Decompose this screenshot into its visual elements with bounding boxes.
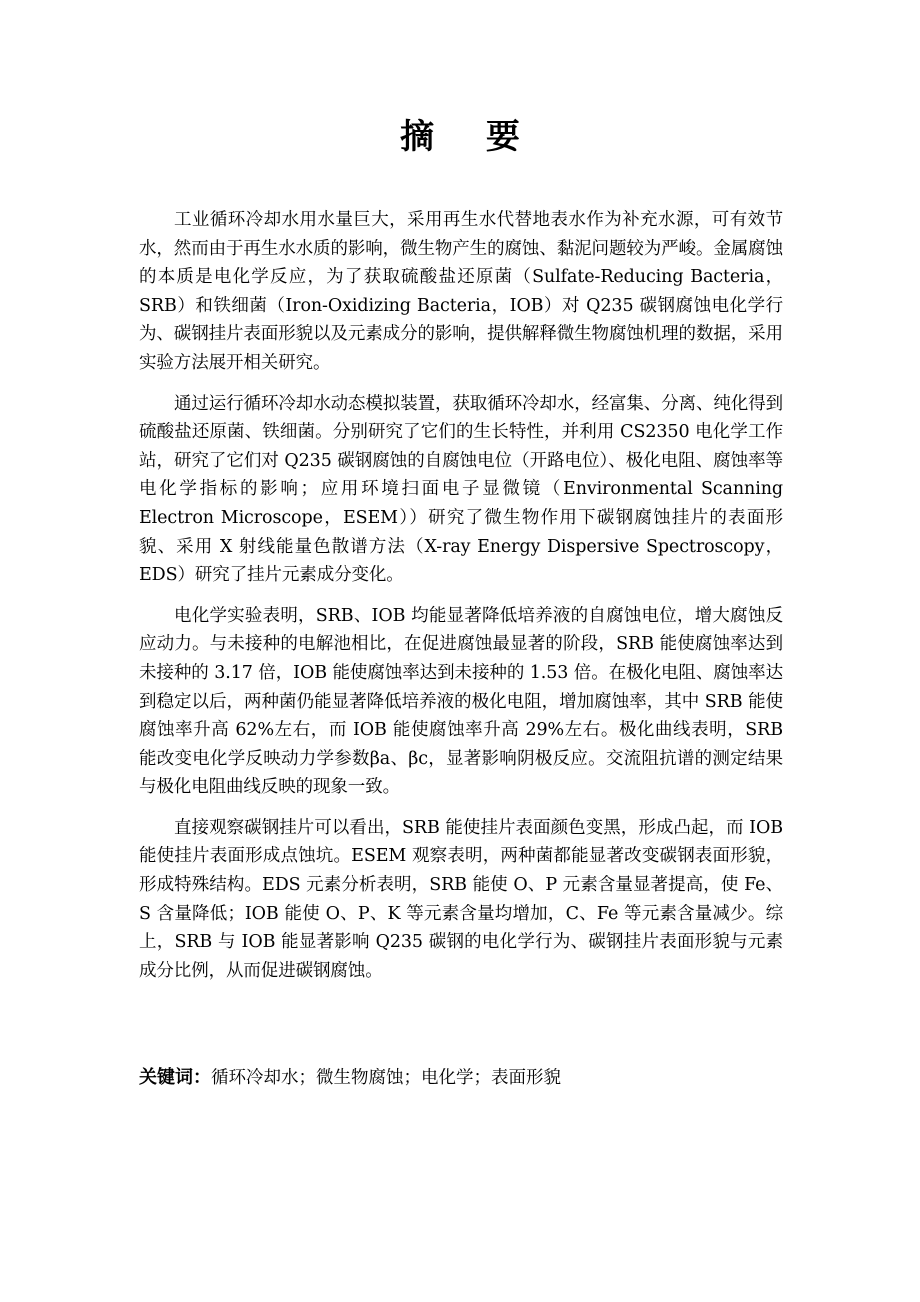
abstract-paragraph: 电化学实验表明，SRB、IOB 均能显著降低培养液的自腐蚀电位，增大腐蚀反应动力。与未接种的电解池相比，在促进腐蚀最显著的阶段，SRB 能使腐蚀率达到未接种的 3.17 倍，IOB 能使腐蚀率达到未接种的 1.53 倍。在极化电阻、腐蚀率达到稳定以后，两种菌仍能显著降低培养液的极化电阻，增加腐蚀率，其中 SRB 能使腐蚀率升高 62%左右，而 IOB 能使腐蚀率升高 29%左右。极化曲线表明，SRB 能改变电化学反映动力学参数βa、βc，显著影响阴极反应。交流阻抗谱的测定结果与极化电阻曲线反映的现象一致。	[139, 605, 783, 798]
abstract-body	[139, 206, 783, 997]
keywords-line	[139, 1063, 783, 1093]
page-title: 摘 要	[400, 117, 540, 157]
abstract-paragraph: 直接观察碳钢挂片可以看出，SRB 能使挂片表面颜色变黑，形成凸起，而 IOB 能使挂片表面形成点蚀坑。ESEM 观察表明，两种菌都能显著改变碳钢表面形貌，形成特殊结构。EDS 元素分析表明，SRB 能使 O、P 元素含量显著提高，使 Fe、S 含量降低；IOB 能使 O、P、K 等元素含量均增加，C、Fe 等元素含量减少。综上，SRB 与 IOB 能显著影响 Q235 碳钢的电化学行为、碳钢挂片表面形貌与元素成分比例，从而促进碳钢腐蚀。	[139, 817, 783, 981]
abstract-paragraph: 工业循环冷却水用水量巨大，采用再生水代替地表水作为补充水源，可有效节水，然而由于再生水水质的影响，微生物产生的腐蚀、黏泥问题较为严峻。金属腐蚀的本质是电化学反应，为了获取硫酸盐还原菌（Sulfate-Reducing Bacteria，SRB）和铁细菌（Iron-Oxidizing Bacteria，IOB）对 Q235 碳钢腐蚀电化学行为、碳钢挂片表面形貌以及元素成分的影响，提供解释微生物腐蚀机理的数据，采用实验方法展开相关研究。	[139, 210, 783, 373]
keywords-label: 关键词：	[139, 1067, 211, 1088]
abstract-paragraph: 通过运行循环冷却水动态模拟装置，获取循环冷却水，经富集、分离、纯化得到硫酸盐还原菌、铁细菌。分别研究了它们的生长特性，并利用 CS2350 电化学工作站，研究了它们对 Q235 碳钢腐蚀的自腐蚀电位（开路电位）、极化电阻、腐蚀率等电化学指标的影响；应用环境扫面电子显微镜（Environmental Scanning Electron Microscope，ESEM））研究了微生物作用下碳钢腐蚀挂片的表面形貌、采用 X 射线能量色散谱方法（X-ray Energy Dispersive Spectroscopy，EDS）研究了挂片元素成分变化。	[139, 393, 783, 586]
keywords-text: 循环冷却水；微生物腐蚀；电化学；表面形貌	[211, 1068, 561, 1088]
